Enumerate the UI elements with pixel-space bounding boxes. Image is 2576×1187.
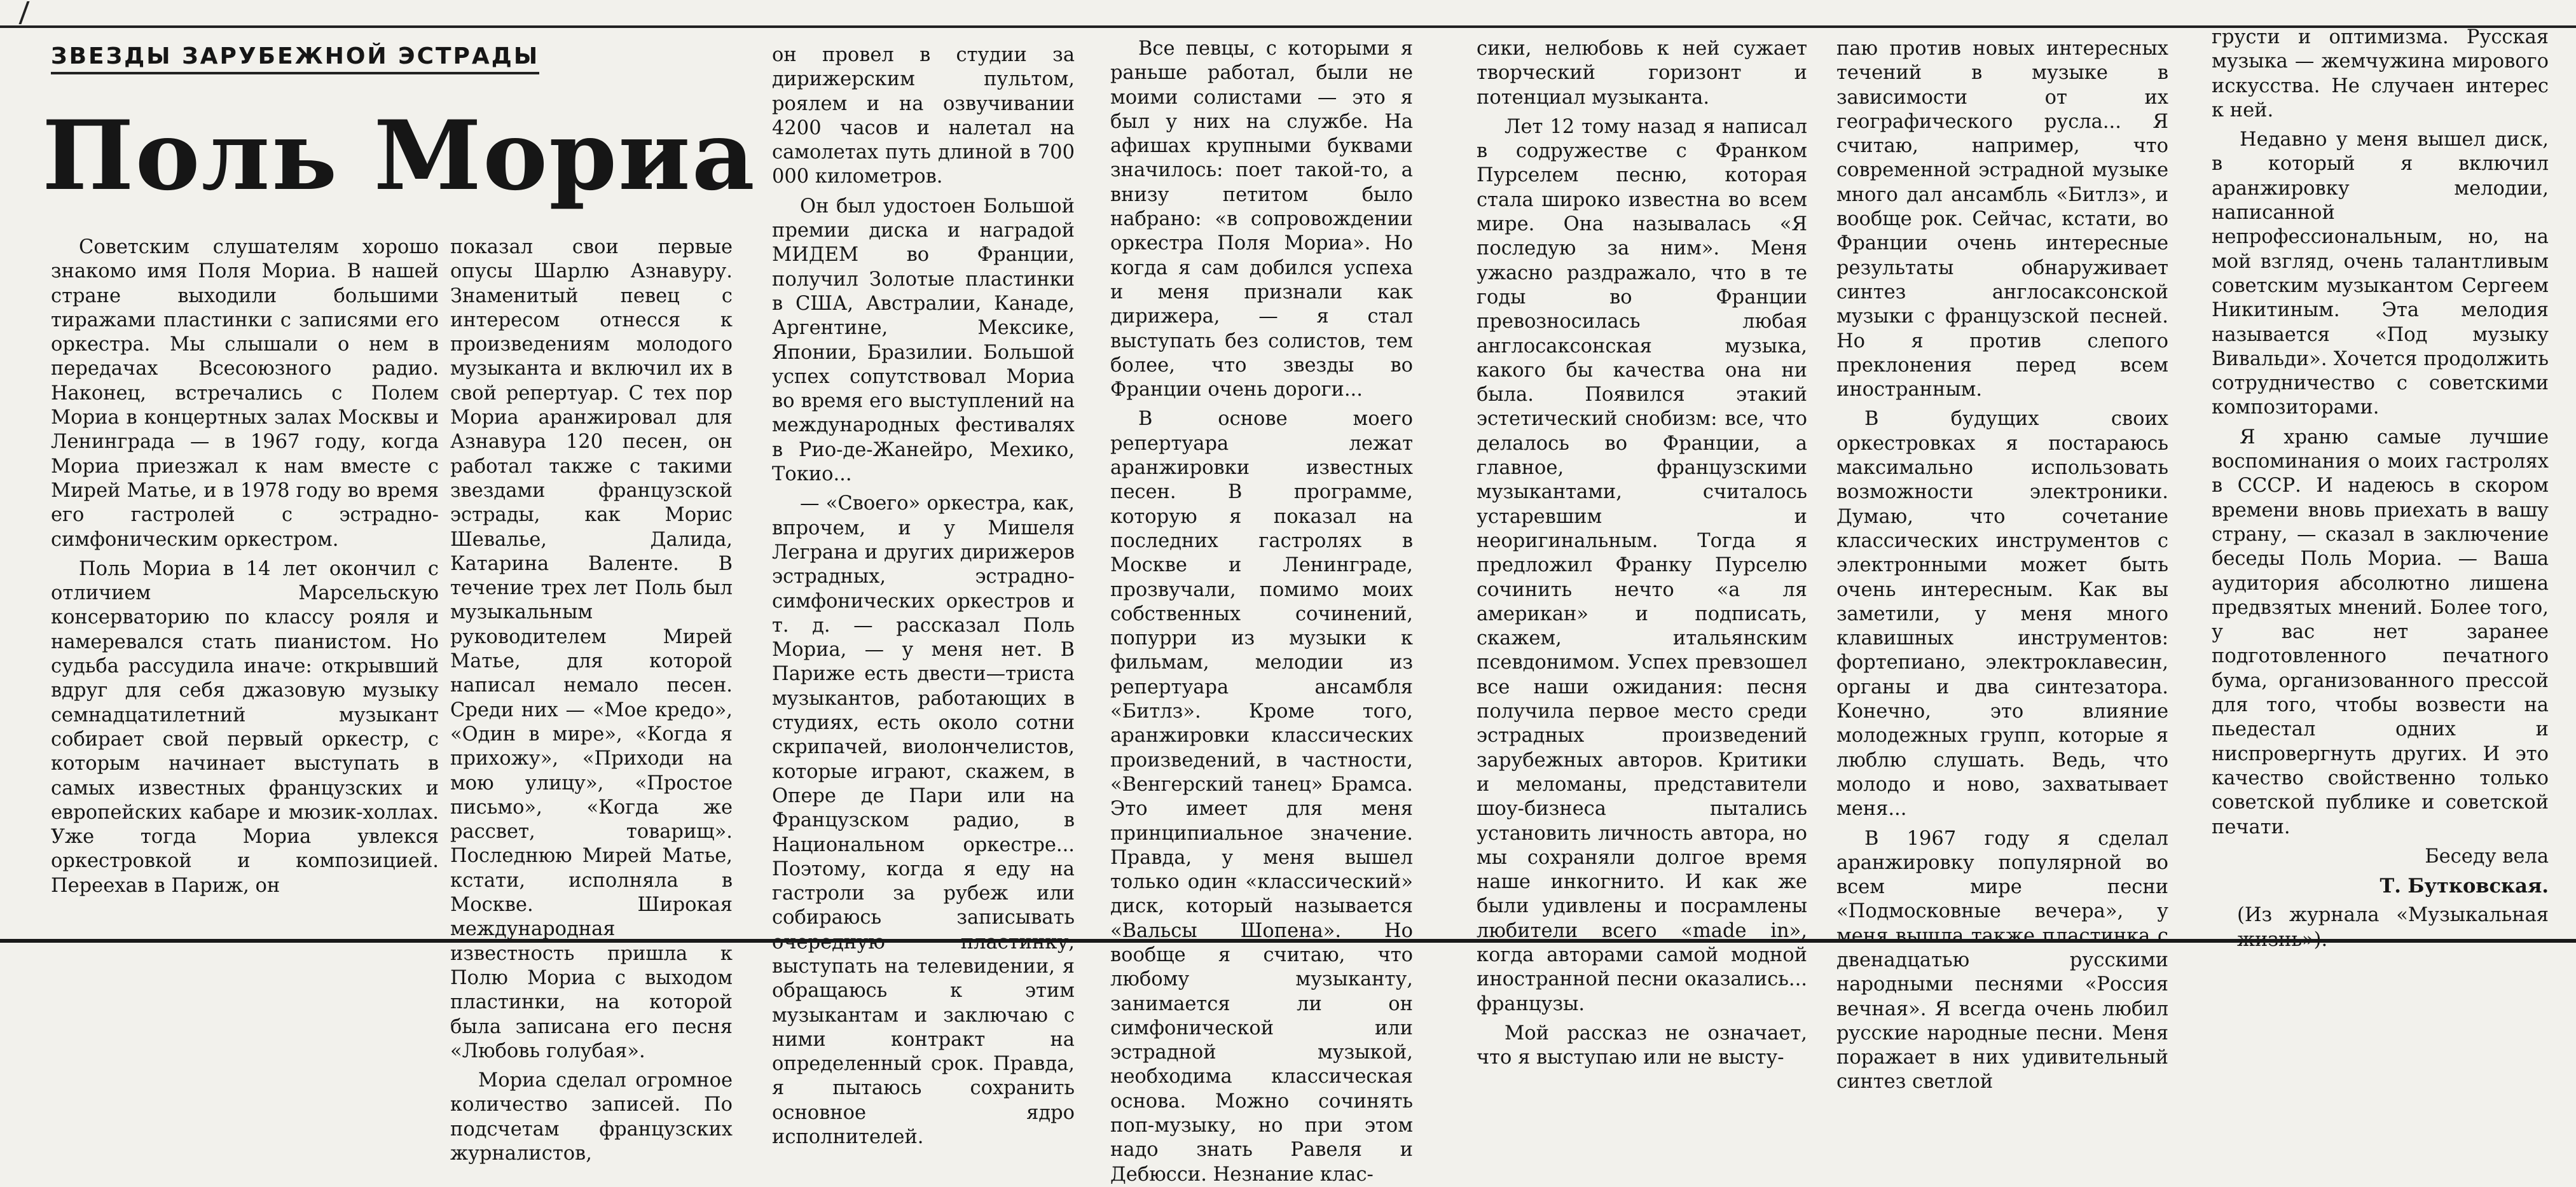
column-6 bbox=[1836, 37, 2168, 1093]
paragraph: Лет 12 тому назад я написал в содружестве с Франком Пурселем песню, которая стала широко известна во всем мире. Она называлась «Я последую за ним». Меня ужасно раздражало, что в те годы во Франции превозносилась любая англосаксонская музыка, какого бы качества она ни была. Появился этакий эстетический снобизм: все, что делалось во Франции, а главное, французскими музыкантами, считалось устаревшим и неоригинальным. Тогда я предложил Франку Пурселю сочинить нечто «а ля американ» и подписать, скажем, итальянским псевдонимом. Успех превзошел все наши ожидания: песня получила первое место среди эстрадных произведений зарубежных авторов. Критики и меломаны, представители шоу-бизнеса пытались установить личность автора, но мы сохраняли долгое время наше инкогнито. И как же были удивлены и посрамлены любители всего «made in», когда авторами самой модной иностранной песни оказались... французы. bbox=[1477, 115, 1807, 1015]
top-rule bbox=[0, 25, 2576, 28]
article-headline: Поль Мориа bbox=[42, 100, 756, 212]
paragraph: В будущих своих оркестровках я постараюсь максимально использовать возможности электроники. Думаю, что сочетание классических инструментов с электронными может быть очень интересным. Как вы заметили, у меня много клавишных инструментов: фортепиано, электроклавесин, органы и два синтезатора. Конечно, это влияние молодежных групп, которые я люблю слушать. Ведь, что молодо и ново, захватывает меня... bbox=[1836, 408, 2168, 821]
column-4 bbox=[1110, 37, 1413, 1186]
paragraph: Поль Мориа в 14 лет окончил с отличием Марсельскую консерваторию по классу рояля и намеревался стать пианистом. Но судьба рассудила иначе: открывший вдруг для себя джазовую музыку семнадцатилетний музыкант собирает свой первый оркестр, с которым начинает выступать в самых известных французских и европейских кабаре и мюзик-холлах. Уже тогда Мориа увлекся оркестровкой и композицией. Переехав в Париж, он bbox=[51, 557, 439, 897]
paragraph: В 1967 году я сделал аранжировку популярной во всем мире песни «Подмосковные вечера», у меня вышла также пластинка с двенадцатью русскими народными песнями «Россия вечная». Я всегда очень любил русские народные песни. Меня поражает в них удивительный синтез светлой bbox=[1836, 827, 2168, 1093]
paragraph: Недавно у меня вышел диск, в который я включил аранжировку мелодии, написанной непрофессиональным, но, на мой взгляд, очень талантливым советским музыкантом Сергеем Никитиным. Эта мелодия называется «Под музыку Вивальди». Хочется продолжить сотрудничество с советскими композиторами. bbox=[2212, 128, 2549, 419]
paragraph: Мориа сделал огромное количество записей. По подсчетам французских журналистов, bbox=[450, 1069, 733, 1165]
column-5 bbox=[1477, 37, 1807, 1069]
paragraph: — «Своего» оркестра, как, впрочем, и у Мишеля Леграна и других дирижеров эстрадных, эстрадно-симфонических оркестров и т. д. — рассказал Поль Мориа, — у меня нет. В Париже есть двести—триста музыкантов, работающих в студиях, есть около сотни скрипачей, виолончелистов, которые играют, скажем, в Опере де Пари или на Французском радио, в Национальном оркестре... Поэтому, когда я еду на гастроли за рубеж или собираюсь записывать очередную пластинку, выступать на телевидении, я обращаюсь к этим музыкантам и заключаю с ними контракт на определенный срок. Правда, я пытаюсь сохранить основное ядро исполнителей. bbox=[772, 492, 1075, 1149]
corner-mark bbox=[18, 1, 29, 24]
section-rubric: ЗВЕЗДЫ ЗАРУБЕЖНОЙ ЭСТРАДЫ bbox=[51, 43, 539, 74]
paragraph: показал свои первые опусы Шарлю Азнавуру. Знаменитый певец с интересом отнесся к произведениям молодого музыканта и включил их в свой репертуар. С тех пор Мориа аранжировал для Азнавура 120 песен, он работал также с такими звездами французской эстрады, как Морис Шевалье, Далида, Катарина Валенте. В течение трех лет Поль был музыкальным руководителем Мирей Матье, для которой написал немало песен. Среди них — «Мое кредо», «Один в мире», «Когда я прихожу», «Приходи на мою улицу», «Простое письмо», «Когда же рассвет, товарищ». Последнюю Мирей Матье, кстати, исполняла в Москве. Широкая международная известность пришла к Полю Мориа с выходом пластинки, на которой была записана его песня «Любовь голубая». bbox=[450, 236, 733, 1062]
paragraph: Все певцы, с которыми я раньше работал, были не моими солистами — это я был у них на службе. На афишах крупными буквами значилось: поет такой-то, а внизу петитом было набрано: «в сопровождении оркестра Поля Мориа». Но когда я сам добился успеха и меня признали как дирижера, — я стал выступать без солистов, тем более, что звезды во Франции очень дороги... bbox=[1110, 38, 1413, 401]
bottom-rule bbox=[0, 939, 2576, 943]
source-note: (Из журнала «Музыкальная жизнь»). bbox=[2237, 904, 2549, 951]
paragraph: паю против новых интересных течений в музыке в зависимости от их географического русла... Я считаю, например, что современной эстрадной музыке много дал ансамбль «Битлз», и вообще рок. Сейчас, кстати, во Франции очень интересные результаты обнаруживает синтез англосаксонской музыки с французской песней. Но я против слепого преклонения перед всем иностранным. bbox=[1836, 38, 2168, 401]
column-2 bbox=[450, 235, 733, 1165]
column-3 bbox=[772, 43, 1075, 1149]
paragraph: Мой рассказ не означает, что я выступаю или не высту- bbox=[1477, 1022, 1807, 1069]
paragraph: В основе моего репертуара лежат аранжировки известных песен. В программе, которую я показал на последних гастролях в Москве и Ленинграде, прозвучали, помимо моих собственных сочинений, попурри из музыки к фильмам, мелодии из репертуара ансамбля «Битлз». Кроме того, аранжировки классических произведений, в частности, «Венгерский танец» Брамса. Это имеет для меня принципиальное значение. Правда, у меня вышел только один «классический» диск, который называется «Вальсы Шопена». Но вообще я считаю, что любому музыканту, занимается ли он симфонической или эстрадной музыкой, необходима классическая основа. Можно сочинять поп-музыку, но при этом надо знать Равеля и Дебюсси. Незнание клас- bbox=[1110, 408, 1413, 1186]
paragraph: сики, нелюбовь к ней сужает творческий горизонт и потенциал музыканта. bbox=[1477, 38, 1807, 109]
column-7 bbox=[2212, 25, 2549, 951]
paragraph: грусти и оптимизма. Русская музыка — жемчужина мирового искусства. Не случаен интерес к ней. bbox=[2212, 26, 2549, 121]
signature-lead: Беседу вела bbox=[2425, 845, 2549, 868]
paragraph: он провел в студии за дирижерским пультом, роялем и на озвучивании 4200 часов и налетал на самолетах путь длиной в 700 000 километров. bbox=[772, 44, 1075, 188]
paragraph: Он был удостоен Большой премии диска и наградой МИДЕМ во Франции, получил Золотые пластинки в США, Австралии, Канаде, Аргентине, Мексике, Японии, Бразилии. Большой успех сопутствовал Мориа во время его выступлений на международных фестивалях в Рио-де-Жанейро, Мехико, Токио... bbox=[772, 195, 1075, 486]
paragraph: Советским слушателям хорошо знакомо имя Поля Мориа. В нашей стране выходили большими тиражами пластинки с записями его оркестра. Мы слышали о нем в передачах Всесоюзного радио. Наконец, встречались с Полем Мориа в концертных залах Москвы и Ленинграда — в 1967 году, когда Мориа приезжал к нам вместе с Мирей Матье, и в 1978 году во время его гастролей с эстрадно-симфоническим оркестром. bbox=[51, 236, 439, 551]
column-1 bbox=[51, 235, 439, 935]
paragraph: Я храню самые лучшие воспоминания о моих гастролях в СССР. И надеюсь в скором времени вновь приехать в вашу страну, — сказал в заключение беседы Поль Мориа. — Ваша аудитория абсолютно лишена предвзятых мнений. Более того, у вас нет заранее подготовленного печатного бума, организованного прессой для того, чтобы возвести на пьедестал одних и ниспровергнуть других. И это качество свойственно только советской публике и советской печати. bbox=[2212, 426, 2549, 838]
signature-name: Т. Бутковская. bbox=[2380, 875, 2549, 898]
